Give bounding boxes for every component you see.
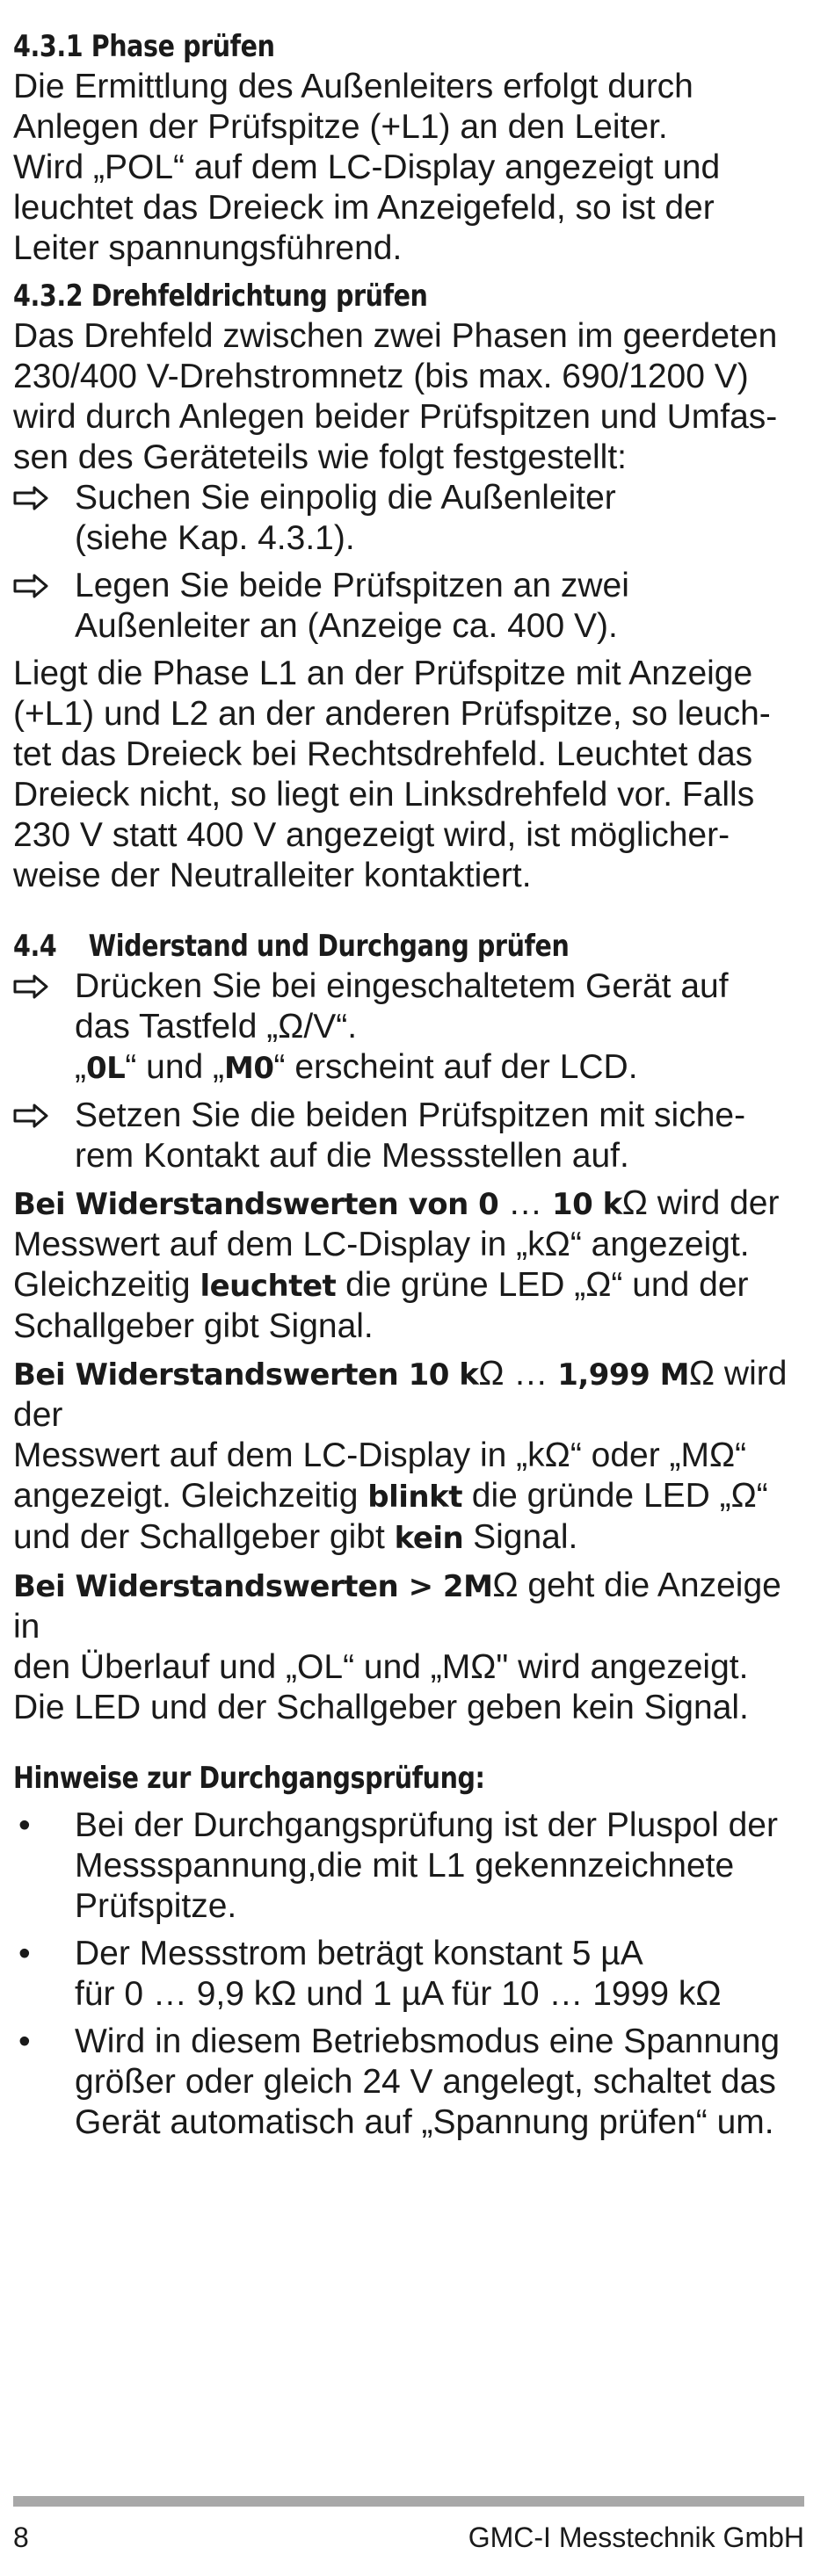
text-line: Wird „POL“ auf dem LC-Display angezeigt und [13,148,721,186]
bullet-text: Bei der Durchgangsprüfung ist der Pluspol der [75,1806,778,1844]
text-run: Ω [492,1567,519,1604]
step-text: (siehe Kap. 4.3.1). [75,519,355,557]
heading-4-3-2 [13,276,678,316]
text-line: 230 V statt 400 V angezeigt wird, ist möglicher- [13,816,730,854]
arrow-right-outline-icon [13,573,50,599]
page-number: 8 [13,2522,29,2553]
bullet-item [13,1805,804,1927]
step-item [13,966,804,1089]
text-run: Bei Widerstandswerten 10 k [13,1357,479,1393]
paragraph-4-3-1 [13,67,804,269]
arrow-right-outline-icon [13,973,50,1000]
paragraph-4-3-2-outro [13,654,804,896]
step-text: Drücken Sie bei eingeschaltetem Gerät auf [75,967,729,1005]
bullet-text: Prüfspitze. [75,1887,237,1925]
arrow-right-outline-icon [13,485,50,511]
text-run: “ und „ [125,1048,225,1086]
text-line: tet das Dreieck bei Rechtsdrehfeld. Leuchtet das [13,735,753,773]
page-content [13,26,804,2143]
paragraph-range-mid [13,1354,804,1559]
text-line: Die LED und der Schallgeber geben kein Signal. [13,1689,749,1726]
text-line: Die Ermittlung des Außenleiters erfolgt durch [13,68,693,105]
text-run: kein [394,1521,464,1556]
text-run: Ω [478,1355,505,1393]
text-run: … [504,1355,558,1393]
text-line: Messwert auf dem LC-Display in „kΩ“ angezeigt. [13,1226,750,1263]
step-text: das Tastfeld „Ω/V“. [75,1008,358,1046]
text-run: blinkt [367,1480,462,1515]
text-line: sen des Geräteteils wie folgt festgestellt: [13,438,628,476]
bullet-icon: • [18,2022,31,2060]
text-run: Gleichzeitig [13,1266,200,1304]
paragraph-4-3-2-intro [13,316,804,478]
bullet-text: Der Messstrom beträgt konstant 5 µA [75,1935,643,1972]
lcd-reading-0l: 0L [86,1051,126,1086]
text-line [13,1265,804,1306]
text-line: wird durch Anlegen beider Prüfspitzen und Umfas- [13,398,778,436]
step-item [13,1096,804,1176]
bullet-text: Messspannung,die mit L1 gekennzeichnete [75,1847,735,1885]
text-run: 1,999 M [557,1357,689,1393]
text-line: leuchtet das Dreieck im Anzeigefeld, so ist der [13,189,715,227]
text-line: Liegt die Phase L1 an der Prüfspitze mit Anzeige [13,655,753,692]
bullet-text: Gerät automatisch auf „Spannung prüfen“ um. [75,2103,774,2141]
heading-number: 4.4 [13,929,57,964]
step-text [75,1047,804,1089]
text-run: die gründe LED „Ω“ [461,1477,768,1515]
step-item [13,566,804,647]
text-line: Messwert auf dem LC-Display in „kΩ“ oder „MΩ“ [13,1436,747,1474]
lcd-reading-m0: M0 [224,1051,274,1086]
step-text: Suchen Sie einpolig die Außenleiter [75,479,616,517]
bullet-text: größer oder gleich 24 V angelegt, schaltet das [75,2063,776,2101]
text-run: „ [75,1048,86,1086]
text-line: (+L1) und L2 an der anderen Prüfspitze, so leuch- [13,695,771,733]
text-run: 10 k [552,1187,622,1222]
heading-title: Drehfeldrichtung prüfen [91,279,428,314]
text-line: Dreieck nicht, so liegt ein Linksdrehfeld vor. Falls [13,776,755,814]
heading-title: Widerstand und Durchgang prüfen [88,929,570,964]
paragraph-range-high [13,1566,804,1728]
heading-4-3-1 [13,26,678,67]
bullet-text: für 0 … 9,9 kΩ und 1 µA für 10 … 1999 kΩ [75,1975,722,2013]
text-run: leuchtet [200,1269,337,1304]
text-line [13,1476,804,1517]
text-line: 230/400 V-Drehstromnetz (bis max. 690/1200 V) [13,358,749,395]
text-line: den Überlauf und „OL“ und „MΩ" wird angezeigt. [13,1648,749,1686]
text-line: Das Drehfeld zwischen zwei Phasen im geerdeten [13,317,778,355]
step-text: Setzen Sie die beiden Prüfspitzen mit siche- [75,1096,746,1134]
text-line: Leiter spannungsführend. [13,229,403,267]
footer-company: GMC-I Messtechnik GmbH [468,2522,804,2553]
text-run: Bei Widerstandswerten > 2M [13,1569,493,1604]
paragraph-range-low [13,1183,804,1347]
text-line [13,1354,804,1436]
text-line: Anlegen der Prüfspitze (+L1) an den Leiter. [13,108,668,146]
text-line [13,1517,804,1559]
heading-title: Phase prüfen [91,29,275,64]
text-run: Ω [621,1184,648,1222]
step-text: Außenleiter an (Anzeige ca. 400 V). [75,607,618,645]
text-line: Schallgeber gibt Signal. [13,1307,374,1345]
step-text: rem Kontakt auf die Messstellen auf. [75,1137,629,1175]
bullet-item [13,2022,804,2143]
heading-hints: Hinweise zur Durchgangsprüfung: [13,1761,485,1796]
bullet-icon: • [18,1935,31,1972]
text-run: Signal. [463,1518,578,1556]
step-item [13,478,804,559]
text-line [13,1566,804,1647]
text-run: Ω [688,1355,715,1393]
arrow-right-outline-icon [13,1103,50,1129]
text-run: geht die Anzeige in [13,1567,781,1646]
step-text: Legen Sie beide Prüfspitzen an zwei [75,567,629,604]
text-line [13,1183,804,1225]
text-run: wird der [13,1355,788,1434]
footer-rule [13,2496,804,2507]
text-run: und der Schallgeber gibt [13,1518,395,1556]
text-run: “ erscheint auf der LCD. [273,1048,638,1086]
text-run: wird der [647,1184,780,1222]
heading-4-4 [13,926,678,966]
text-run: die grüne LED „Ω“ und der [336,1266,749,1304]
text-line: weise der Neutralleiter kontaktiert. [13,857,532,894]
text-run: … [498,1184,552,1222]
bullet-text: Wird in diesem Betriebsmodus eine Spannung [75,2022,781,2060]
text-run: Bei Widerstandswerten von 0 [13,1187,499,1222]
bullet-item [13,1934,804,2015]
heading-number: 4.3.1 [13,29,84,64]
bullet-icon: • [18,1806,31,1844]
heading-number: 4.3.2 [13,279,84,314]
text-run: angezeigt. Gleichzeitig [13,1477,368,1515]
